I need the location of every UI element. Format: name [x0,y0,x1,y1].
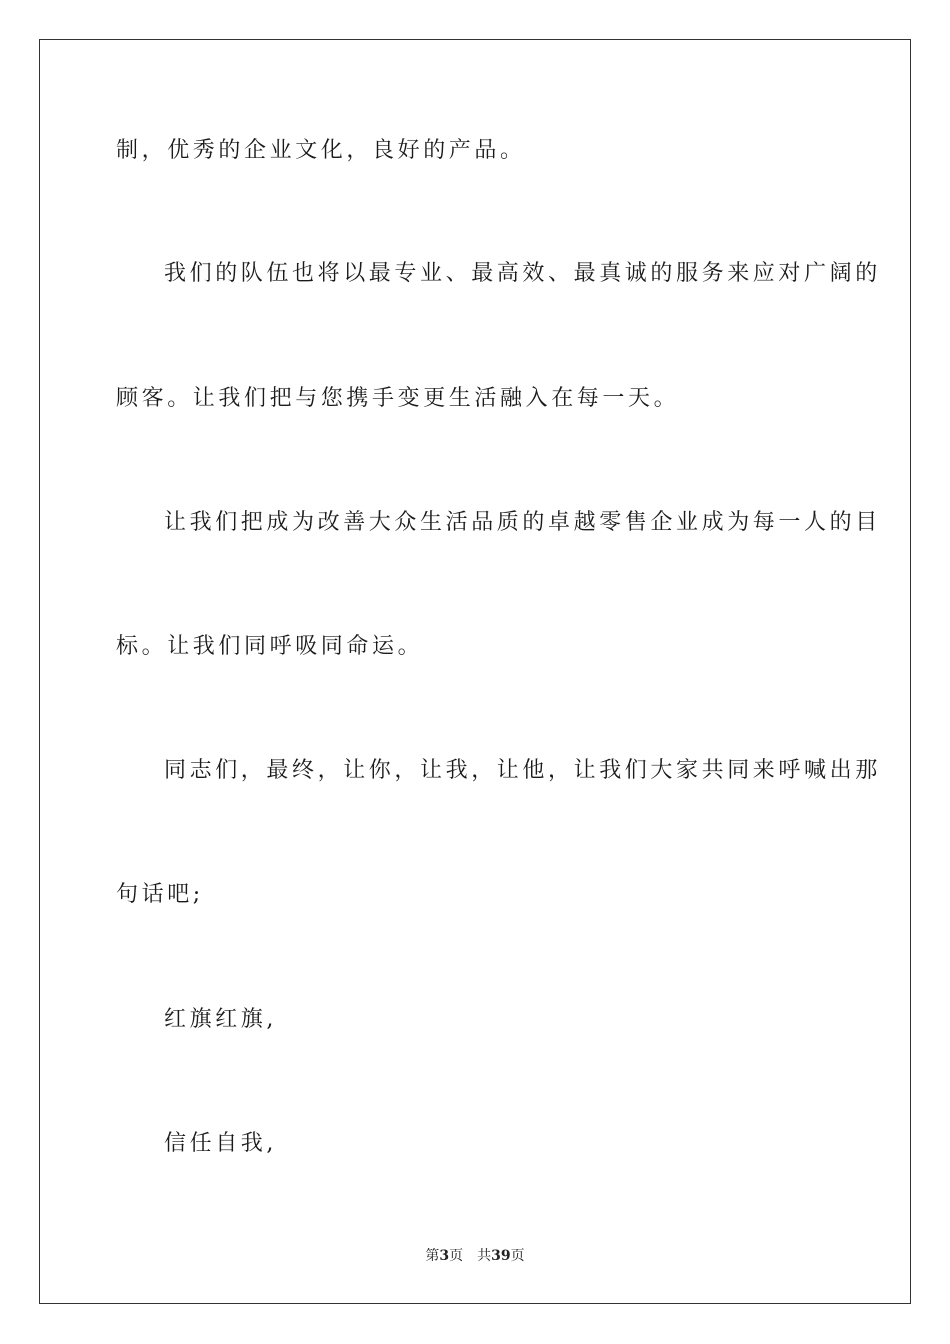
paragraph-line-2: 我们的队伍也将以最专业、最高效、最真诚的服务来应对广阔的 [164,261,881,286]
paragraph-line-7: 句话吧; [116,882,204,907]
total-suffix: 页 [510,1248,525,1264]
page-border [39,39,911,1304]
page-number: 3 [439,1248,450,1264]
total-prefix: 共 [477,1248,492,1264]
paragraph-line-4: 让我们把成为改善大众生活品质的卓越零售企业成为每一人的目 [164,510,881,535]
paragraph-line-5: 标。让我们同呼吸同命运。 [116,634,424,659]
paragraph-line-6: 同志们，最终，让你，让我，让他，让我们大家共同来呼喊出那 [164,758,881,783]
page-footer [0,1246,950,1266]
paragraph-line-1: 制，优秀的企业文化，良好的产品。 [116,138,526,163]
total-pages: 39 [491,1248,511,1264]
page-prefix: 第 [425,1248,440,1264]
page-suffix: 页 [449,1248,464,1264]
paragraph-line-3: 顾客。让我们把与您携手变更生活融入在每一天。 [116,386,680,411]
paragraph-line-8: 红旗红旗, [164,1007,277,1032]
paragraph-line-9: 信任自我, [164,1131,277,1156]
